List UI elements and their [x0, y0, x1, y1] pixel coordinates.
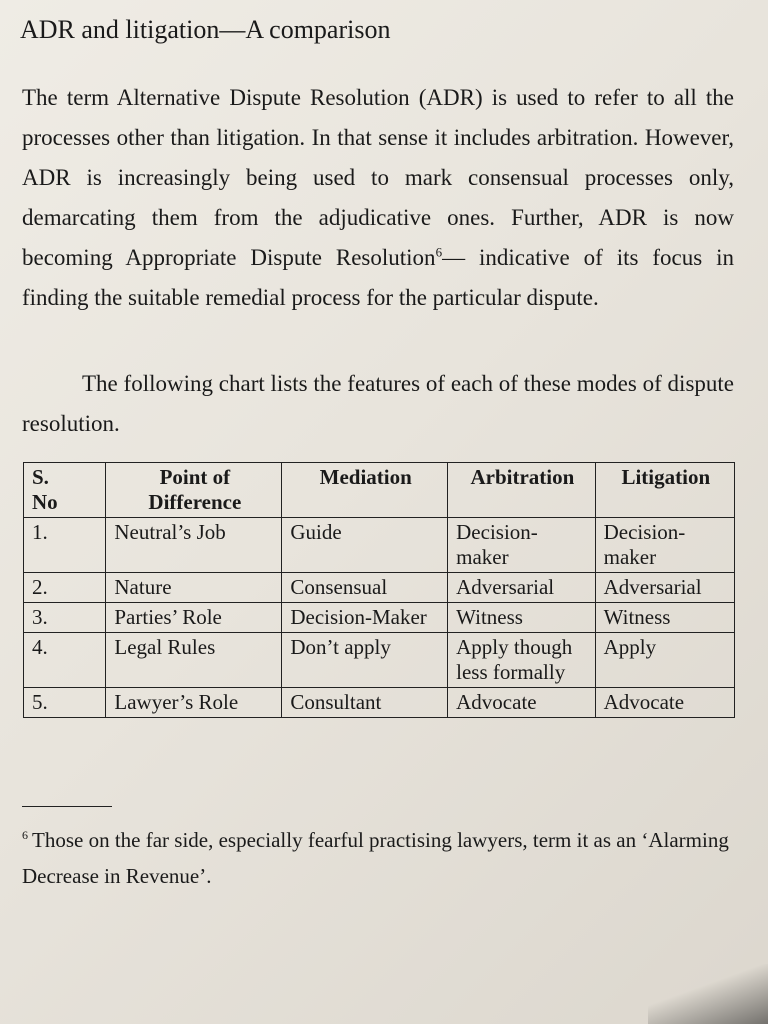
- cell-sno: 4.: [24, 633, 106, 688]
- paragraph-adr-text: The term Alternative Dispute Resolution (ADR) is used to refer to all the processes other than litigation. In that sense it includes arbitration. However, ADR is increasingly being used to mark consensual processes only, demarcating them from the adjudicative ones. Further, ADR is now becoming Appropriate Dispute Resolution: [22, 85, 734, 270]
- table-row: [24, 573, 735, 603]
- header-arbitration: Arbitration: [448, 463, 595, 518]
- cell-mediation: Consensual: [282, 573, 448, 603]
- table-row: [24, 603, 735, 633]
- cell-litigation: Witness: [595, 603, 734, 633]
- cell-arbitration: Advocate: [448, 688, 595, 718]
- header-mediation: Mediation: [282, 463, 448, 518]
- footnote: [22, 822, 734, 894]
- footnote-marker: 6: [22, 828, 28, 842]
- cell-litigation: Apply: [595, 633, 734, 688]
- cell-litigation: Adversarial: [595, 573, 734, 603]
- table-row: [24, 518, 735, 573]
- cell-sno: 1.: [24, 518, 106, 573]
- footnote-ref: 6: [435, 244, 443, 260]
- cell-sno: 5.: [24, 688, 106, 718]
- comparison-table: [23, 462, 735, 718]
- paragraph-adr-text-after: — indicative of its focus in finding the suitable remedial process for the particular dispute.: [22, 245, 734, 310]
- cell-mediation: Decision-Maker: [282, 603, 448, 633]
- cell-mediation: Guide: [282, 518, 448, 573]
- cell-point: Legal Rules: [106, 633, 282, 688]
- cell-sno: 3.: [24, 603, 106, 633]
- page-corner-shadow: [648, 964, 768, 1024]
- header-litigation: Litigation: [595, 463, 734, 518]
- paragraph-adr-definition: [22, 78, 734, 318]
- cell-point: Parties’ Role: [106, 603, 282, 633]
- cell-sno: 2.: [24, 573, 106, 603]
- cell-mediation: Don’t apply: [282, 633, 448, 688]
- cell-arbitration: Apply though less formally: [448, 633, 595, 688]
- table-row: [24, 633, 735, 688]
- cell-arbitration: Decision-maker: [448, 518, 595, 573]
- cell-arbitration: Witness: [448, 603, 595, 633]
- header-point: Point of Difference: [106, 463, 282, 518]
- cell-litigation: Advocate: [595, 688, 734, 718]
- footnote-text: Those on the far side, especially fearful practising lawyers, term it as an ‘Alarming Decrease in Revenue’.: [22, 828, 729, 888]
- footnote-divider: [22, 806, 112, 807]
- cell-point: Lawyer’s Role: [106, 688, 282, 718]
- cell-litigation: Decision-maker: [595, 518, 734, 573]
- cell-mediation: Consultant: [282, 688, 448, 718]
- header-sno: S. No: [24, 463, 106, 518]
- cell-point: Neutral’s Job: [106, 518, 282, 573]
- cell-arbitration: Adversarial: [448, 573, 595, 603]
- cell-point: Nature: [106, 573, 282, 603]
- table-row: [24, 688, 735, 718]
- paragraph-chart-intro: The following chart lists the features of each of these modes of dispute resolution.: [22, 371, 734, 436]
- table-header-row: [24, 463, 735, 518]
- section-heading: ADR and litigation—A comparison: [20, 15, 391, 44]
